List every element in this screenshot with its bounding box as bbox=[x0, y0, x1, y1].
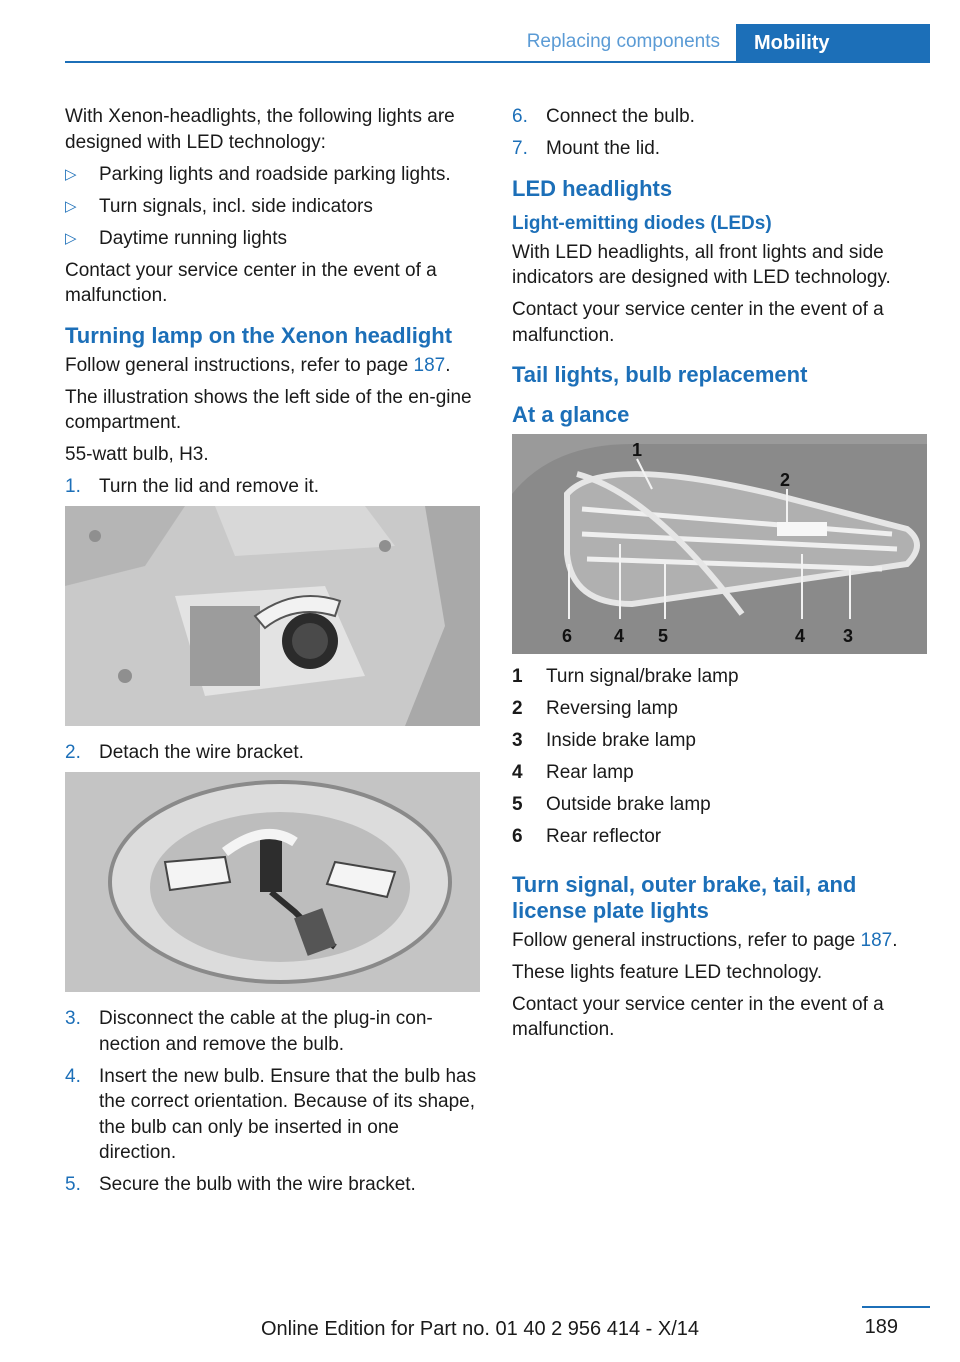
tail-light-legend bbox=[512, 664, 928, 850]
triangle-bullet-icon: ▷ bbox=[65, 165, 77, 183]
illustration-note: The illustration shows the left side of the en‐gine compartment. bbox=[65, 386, 472, 433]
follow-text: Follow general instructions, refer to page bbox=[65, 354, 414, 376]
bulb-spec: 55-watt bulb, H3. bbox=[65, 444, 209, 465]
legend-key: 2 bbox=[512, 698, 523, 719]
follow-end: . bbox=[892, 929, 898, 951]
step-item bbox=[512, 104, 928, 130]
callout-label: 6 bbox=[562, 626, 573, 646]
legend-value: Reversing lamp bbox=[546, 698, 678, 719]
bullet-text: Parking lights and roadside parking lights. bbox=[99, 163, 451, 185]
header-chapter-tab: Mobility bbox=[736, 24, 930, 62]
bullet-text: Daytime running lights bbox=[99, 227, 287, 249]
callout-label: 3 bbox=[843, 626, 854, 646]
list-item bbox=[65, 226, 481, 252]
section-heading-at-a-glance: At a glance bbox=[512, 402, 630, 427]
left-column bbox=[65, 104, 481, 1204]
follow-end: . bbox=[445, 354, 451, 376]
callout-label: 5 bbox=[658, 626, 669, 646]
legend-key: 6 bbox=[512, 826, 523, 847]
led-paragraph: With LED headlights, all front lights and side indicators are designed with LED technology. bbox=[512, 241, 891, 288]
edition-footer: Online Edition for Part no. 01 40 2 956 414 - X/14 bbox=[260, 1318, 700, 1340]
legend-value: Inside brake lamp bbox=[546, 730, 696, 751]
callout-label: 2 bbox=[780, 470, 791, 490]
step-item bbox=[512, 136, 928, 162]
triangle-bullet-icon: ▷ bbox=[65, 229, 77, 247]
section-heading-xenon-turning-lamp: Turning lamp on the Xenon headlight bbox=[65, 322, 453, 348]
follow-instructions bbox=[512, 928, 928, 954]
legend-key: 4 bbox=[512, 762, 523, 783]
legend-key: 3 bbox=[512, 730, 523, 751]
legend-value: Turn signal/brake lamp bbox=[546, 666, 739, 687]
tail-light-diagram bbox=[512, 434, 927, 654]
step-item bbox=[65, 1006, 481, 1057]
callout-label: 1 bbox=[632, 440, 643, 460]
step-item bbox=[65, 1064, 481, 1166]
step-text: Insert the new bulb. Ensure that the bulb has the correct orientation. Because of its shape, the bulb can only be inserted in one direction. bbox=[99, 1065, 477, 1163]
footer-rule bbox=[862, 1306, 930, 1308]
callout-label: 4 bbox=[614, 626, 625, 646]
engine-lid-photo bbox=[65, 506, 480, 726]
page-reference-link[interactable]: 187 bbox=[413, 354, 446, 376]
step-item bbox=[65, 1172, 481, 1198]
page-number: 189 bbox=[864, 1316, 898, 1338]
step-number: 2. bbox=[65, 742, 81, 763]
legend-value: Rear reflector bbox=[546, 826, 662, 847]
follow-instructions bbox=[65, 353, 481, 379]
contact-paragraph: Contact your service center in the event of a malfunction. bbox=[65, 259, 437, 306]
bullet-text: Turn signals, incl. side indicators bbox=[99, 195, 373, 217]
step-text: Detach the wire bracket. bbox=[99, 742, 304, 763]
page-reference-link[interactable]: 187 bbox=[860, 929, 893, 951]
legend-key: 5 bbox=[512, 794, 523, 815]
subheading-leds: Light-emitting diodes (LEDs) bbox=[512, 212, 772, 234]
right-column bbox=[512, 104, 928, 1049]
section-heading-turn-signal: Turn signal, outer brake, tail, and license plate lights bbox=[512, 871, 857, 923]
step-item bbox=[65, 474, 481, 500]
contact-paragraph: Contact your service center in the event of a malfunction. bbox=[512, 993, 884, 1040]
step-number: 7. bbox=[512, 138, 528, 159]
legend-value: Rear lamp bbox=[546, 762, 634, 783]
step-text: Connect the bulb. bbox=[546, 106, 695, 127]
list-item bbox=[65, 194, 481, 220]
section-heading-led-headlights: LED headlights bbox=[512, 175, 673, 201]
step-number: 5. bbox=[65, 1174, 81, 1195]
intro-paragraph: With Xenon-headlights, the following lights are designed with LED technology: bbox=[65, 106, 455, 153]
legend-key: 1 bbox=[512, 666, 523, 687]
list-item bbox=[65, 162, 481, 188]
step-number: 1. bbox=[65, 476, 81, 497]
step-number: 6. bbox=[512, 106, 528, 127]
step-text: Secure the bulb with the wire bracket. bbox=[99, 1174, 416, 1195]
header-rule bbox=[65, 61, 930, 63]
step-number: 3. bbox=[65, 1008, 81, 1029]
feature-paragraph: These lights feature LED technology. bbox=[512, 961, 823, 983]
callout-label: 4 bbox=[795, 626, 806, 646]
triangle-bullet-icon: ▷ bbox=[65, 197, 77, 215]
header-section-title: Replacing components bbox=[526, 31, 720, 52]
step-number: 4. bbox=[65, 1065, 81, 1087]
section-heading-tail-lights: Tail lights, bulb replacement bbox=[512, 362, 808, 387]
follow-text: Follow general instructions, refer to page bbox=[512, 929, 861, 951]
step-text: Turn the lid and remove it. bbox=[99, 476, 320, 497]
step-item bbox=[65, 740, 481, 766]
step-text: Disconnect the cable at the plug-in con‐nection and remove the bulb. bbox=[99, 1008, 433, 1055]
step-text: Mount the lid. bbox=[546, 138, 661, 159]
led-bullet-list bbox=[65, 162, 481, 252]
wire-bracket-photo bbox=[65, 772, 480, 992]
led-contact-paragraph: Contact your service center in the event of a malfunction. bbox=[512, 299, 884, 346]
legend-value: Outside brake lamp bbox=[546, 794, 711, 815]
